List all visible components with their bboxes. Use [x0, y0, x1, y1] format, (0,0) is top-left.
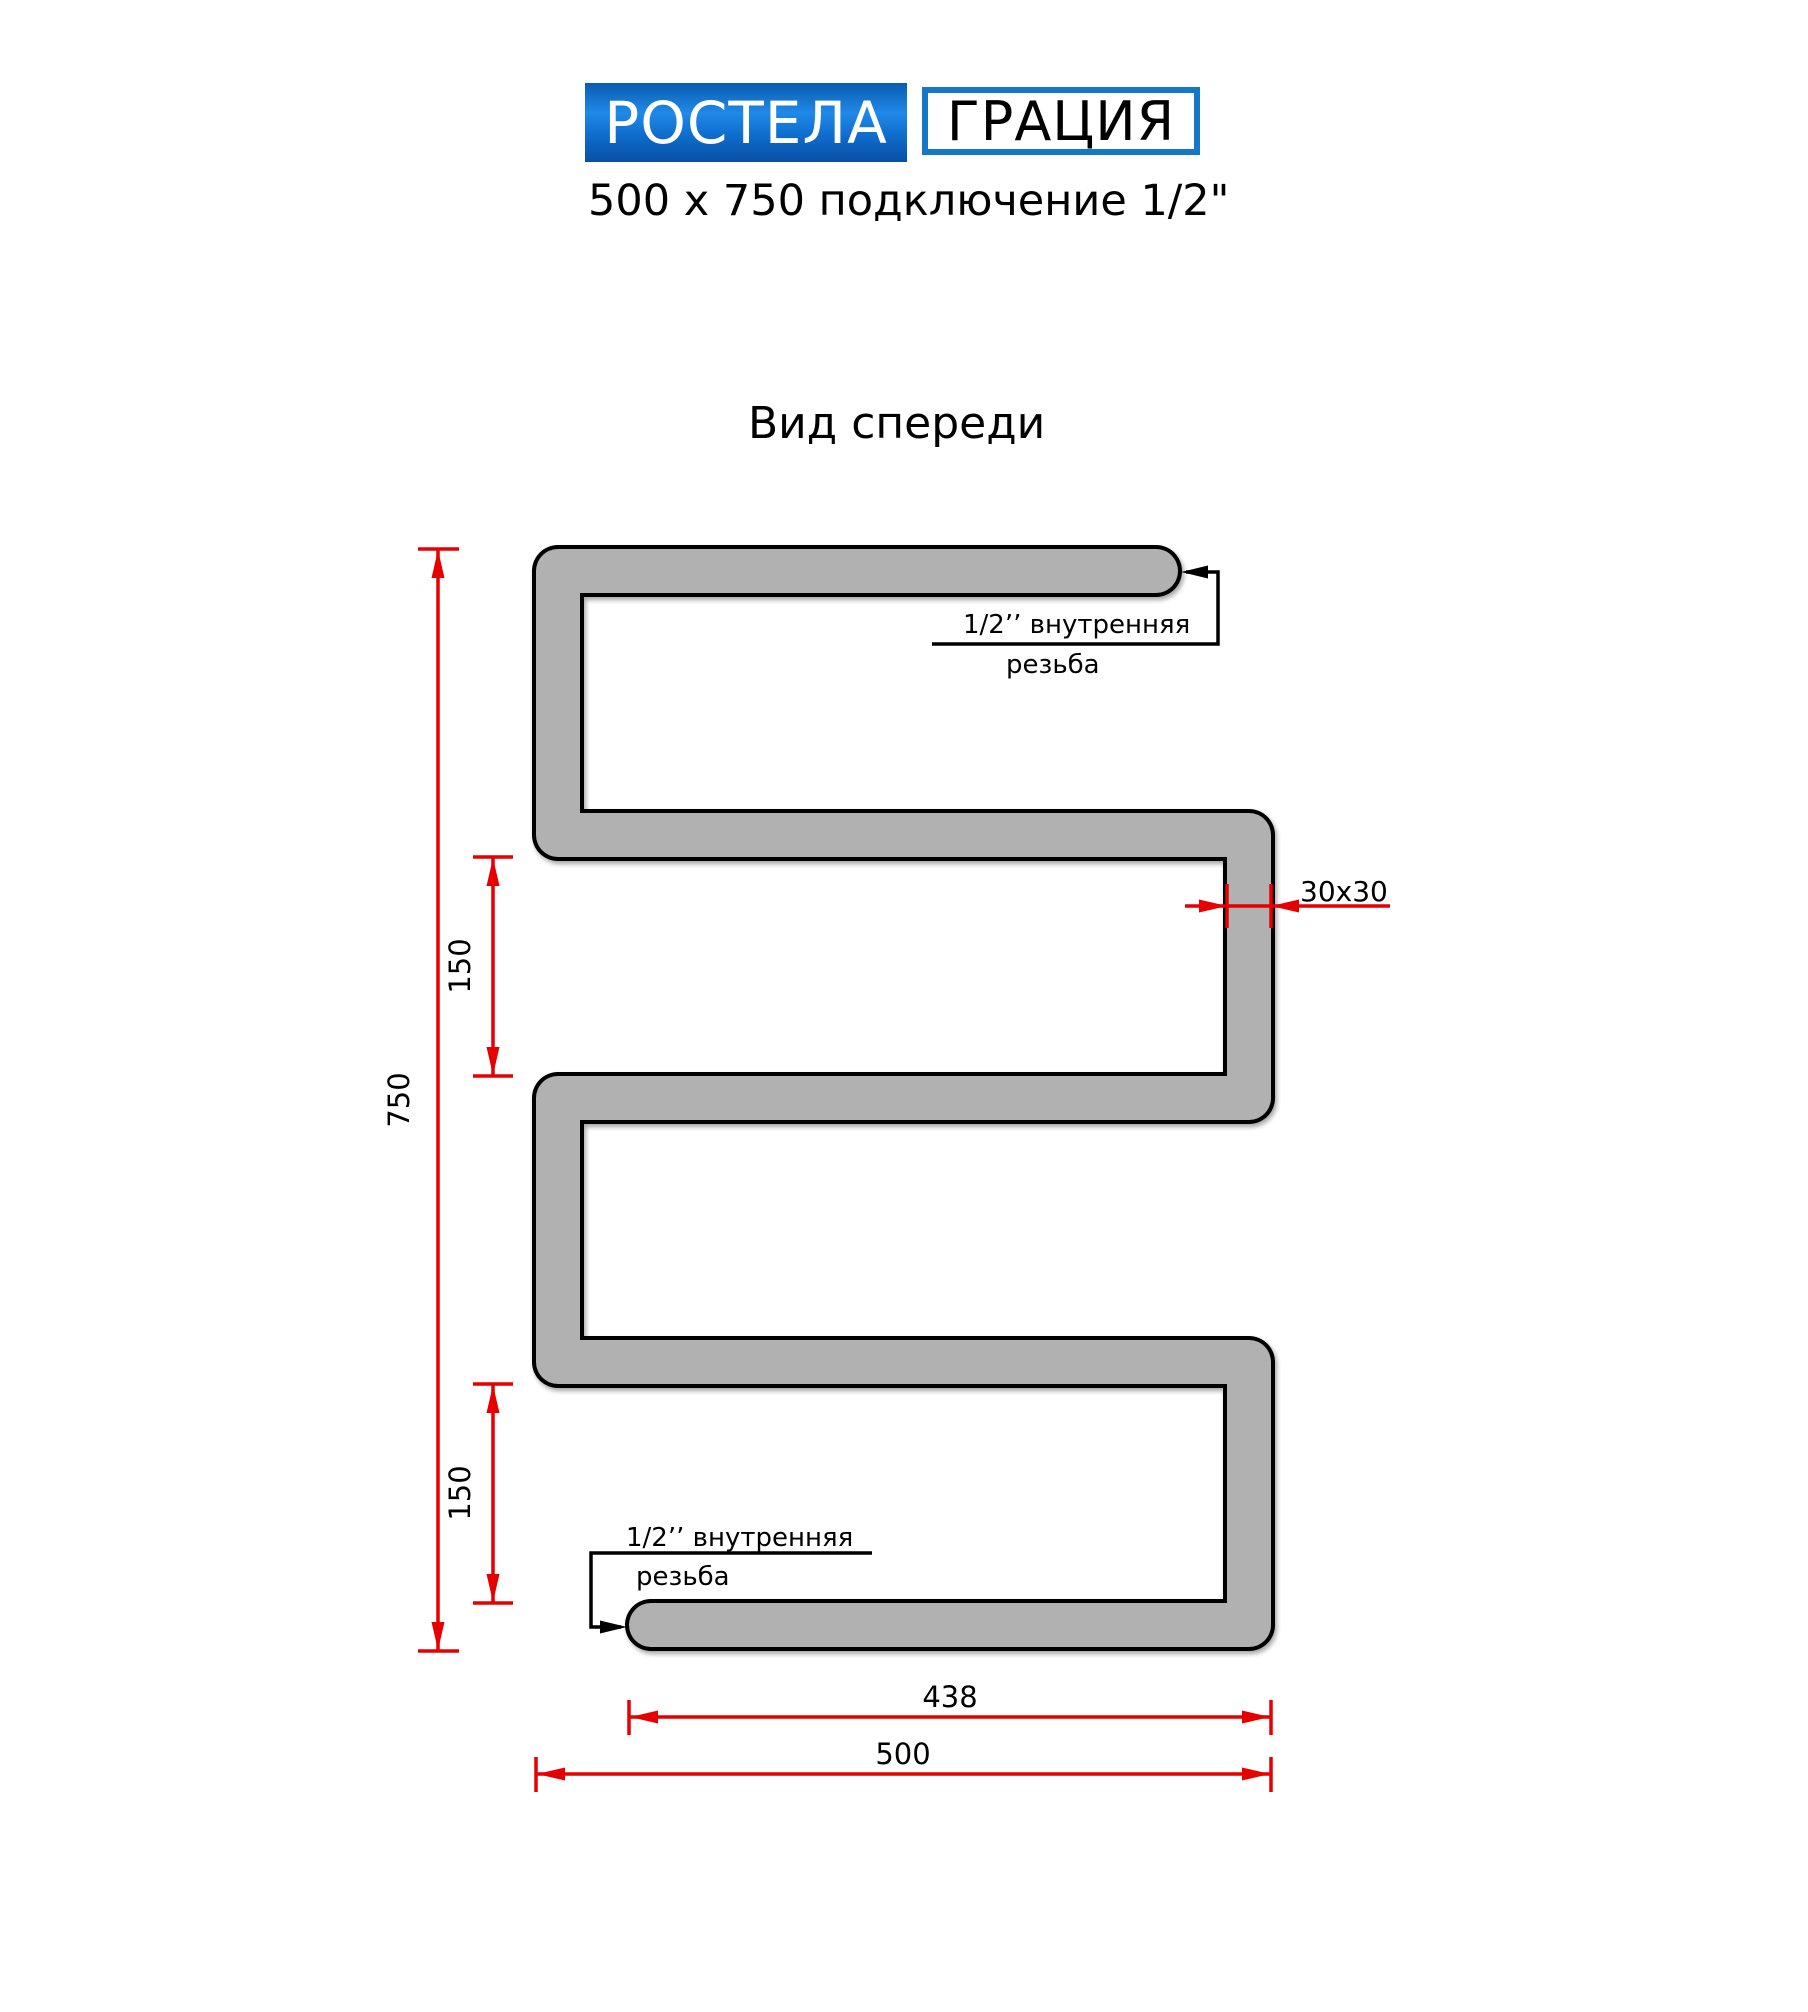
dim-gap-bottom-150 — [473, 1384, 513, 1603]
brand-logo-rostela-label: РОСТЕЛА — [604, 88, 888, 157]
arrowhead-up — [487, 858, 500, 886]
thread-top-label-line1: 1/2’’ внутренняя — [963, 610, 1191, 640]
pipe-body — [558, 571, 1249, 1625]
arrowhead-left — [1271, 900, 1299, 913]
arrowhead-down — [487, 1047, 500, 1075]
brand-logo-gracia-label: ГРАЦИЯ — [946, 89, 1176, 153]
arrowhead-right — [600, 1621, 627, 1634]
thread-bottom-label-line2: резьба — [636, 1562, 730, 1592]
arrowhead-left — [1181, 566, 1208, 579]
thread-bottom-label-line1: 1/2’’ внутренняя — [626, 1523, 854, 1553]
arrowhead-right — [1242, 1711, 1270, 1724]
arrowhead-right — [1199, 900, 1227, 913]
towel-rail-pipe — [558, 571, 1249, 1625]
dim-height-label: 750 — [382, 1072, 416, 1128]
arrowhead-down — [432, 1622, 445, 1650]
dim-profile-label: 30x30 — [1300, 875, 1388, 908]
dim-gap-bottom-label: 150 — [443, 1465, 477, 1521]
arrowhead-left — [537, 1768, 565, 1781]
arrowhead-left — [630, 1711, 658, 1724]
arrowhead-up — [432, 550, 445, 578]
arrowhead-right — [1242, 1768, 1270, 1781]
dim-connection-label: 438 — [922, 1680, 978, 1714]
thread-top-label-line2: резьба — [1006, 650, 1100, 680]
product-size-subtitle: 500 x 750 подключение 1/2" — [588, 176, 1230, 226]
arrowhead-down — [487, 1574, 500, 1602]
view-title: Вид спереди — [748, 398, 1046, 449]
arrowhead-up — [487, 1385, 500, 1413]
dim-gap-top-label: 150 — [443, 938, 477, 994]
dim-width-label: 500 — [875, 1737, 931, 1771]
dim-gap-top-150 — [473, 857, 513, 1076]
